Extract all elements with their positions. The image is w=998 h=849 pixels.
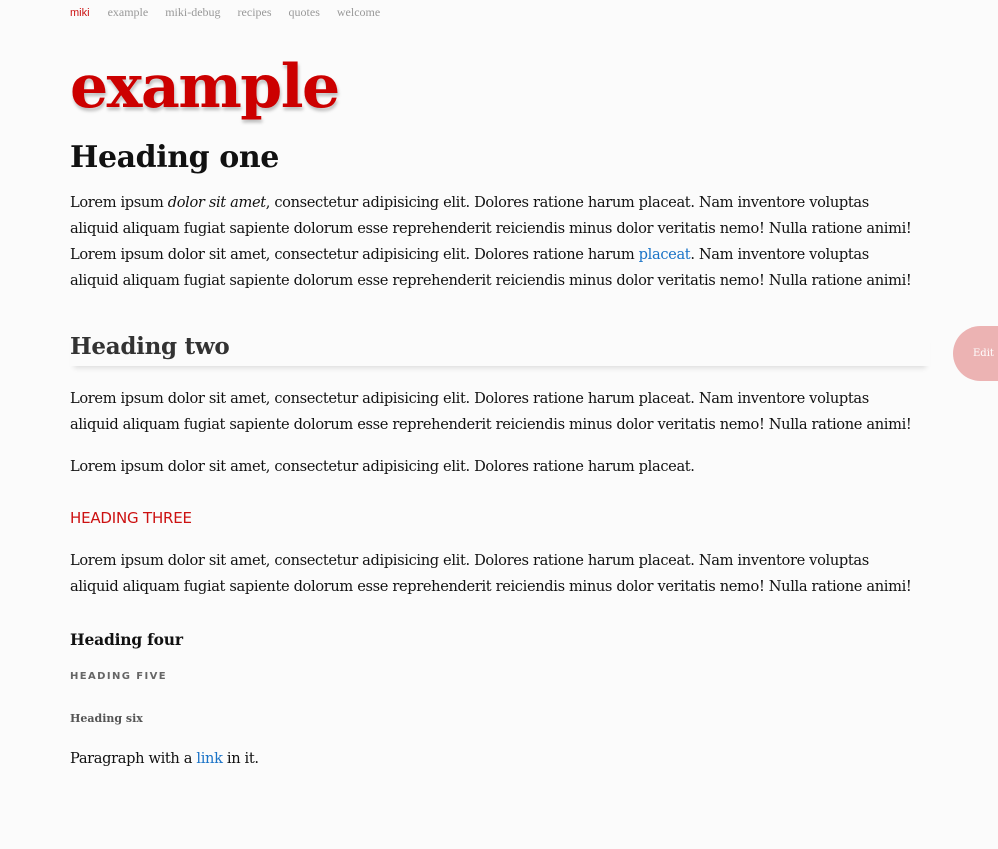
edit-button[interactable]: Edit bbox=[953, 326, 998, 381]
top-nav bbox=[70, 5, 397, 20]
nav-brand-link[interactable]: miki bbox=[70, 7, 90, 19]
inline-link[interactable]: link bbox=[196, 750, 223, 767]
paragraph-four bbox=[70, 548, 930, 600]
page-title: example bbox=[70, 52, 339, 122]
paragraph-two bbox=[70, 386, 930, 438]
text-segment: . Nam inventore voluptas bbox=[690, 246, 869, 263]
placeat-link[interactable]: placeat bbox=[638, 246, 691, 263]
text-segment: Lorem ipsum dolor sit amet, consectetur adipisicing elit. Dolores ratione harum placeat. Nam inventore voluptas bbox=[70, 552, 869, 569]
paragraph-five bbox=[70, 746, 930, 772]
heading-six: Heading six bbox=[70, 712, 143, 725]
nav-item-quotes[interactable]: quotes bbox=[288, 5, 320, 19]
page-content bbox=[70, 46, 930, 788]
text-segment: in it. bbox=[222, 750, 259, 767]
text-segment: aliquid aliquam fugiat sapiente dolorum esse reprehenderit reiciendis minus dolor veritatis nemo! Nulla ratione animi! bbox=[70, 416, 912, 433]
heading-three: HEADING THREE bbox=[70, 509, 192, 527]
text-segment: Lorem ipsum dolor sit amet, consectetur adipisicing elit. Dolores ratione harum bbox=[70, 246, 639, 263]
nav-item-welcome[interactable]: welcome bbox=[336, 5, 381, 19]
emphasis-text: dolor sit amet bbox=[167, 194, 266, 211]
nav-item-example[interactable]: example bbox=[107, 5, 149, 19]
heading-two: Heading two bbox=[70, 332, 930, 366]
text-segment: Lorem ipsum dolor sit amet, consectetur adipisicing elit. Dolores ratione harum placeat. Nam inventore voluptas bbox=[70, 390, 869, 407]
paragraph-one bbox=[70, 190, 930, 294]
paragraph-three: Lorem ipsum dolor sit amet, consectetur adipisicing elit. Dolores ratione harum placeat. bbox=[70, 458, 695, 475]
nav-item-miki-debug[interactable]: miki-debug bbox=[165, 5, 221, 19]
text-segment: , consectetur adipisicing elit. Dolores ratione harum placeat. Nam inventore voluptas bbox=[265, 194, 869, 211]
text-segment: aliquid aliquam fugiat sapiente dolorum esse reprehenderit reiciendis minus dolor veritatis nemo! Nulla ratione animi! bbox=[70, 272, 912, 289]
heading-four: Heading four bbox=[70, 630, 183, 649]
text-segment: aliquid aliquam fugiat sapiente dolorum esse reprehenderit reiciendis minus dolor veritatis nemo! Nulla ratione animi! bbox=[70, 220, 912, 237]
text-segment: aliquid aliquam fugiat sapiente dolorum esse reprehenderit reiciendis minus dolor veritatis nemo! Nulla ratione animi! bbox=[70, 578, 912, 595]
nav-item-recipes[interactable]: recipes bbox=[237, 5, 272, 19]
heading-five: HEADING FIVE bbox=[70, 671, 167, 682]
text-segment: Paragraph with a bbox=[70, 750, 197, 767]
heading-one: Heading one bbox=[70, 140, 279, 175]
text-segment: Lorem ipsum bbox=[70, 194, 168, 211]
